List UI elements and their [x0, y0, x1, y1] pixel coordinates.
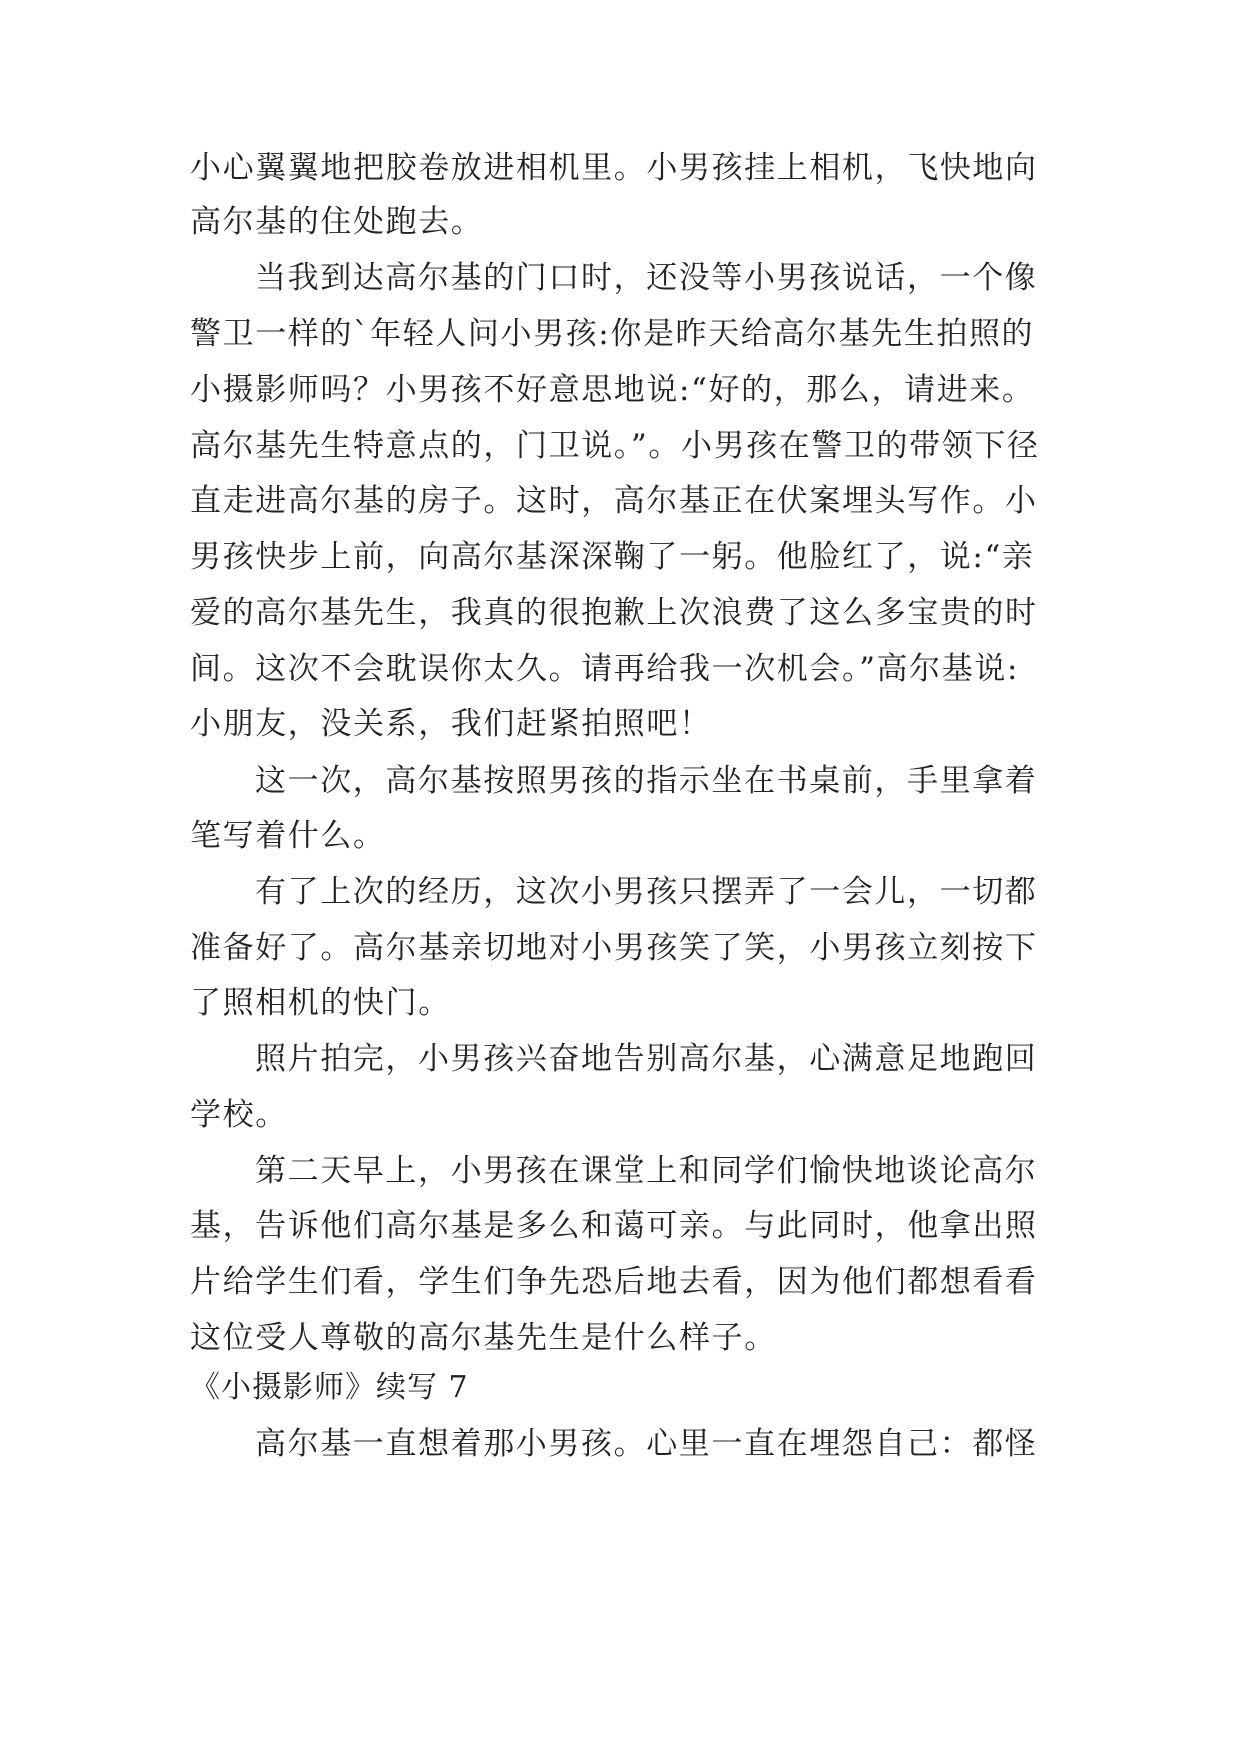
- text-line: 这位受人尊敬的高尔基先生是什么样子。: [190, 1320, 777, 1356]
- text-line: 男孩快步上前，向高尔基深深鞠了一躬。他脸红了，说:“亲: [190, 539, 1035, 575]
- text-line: 小朋友，没关系，我们赶紧拍照吧！: [190, 706, 712, 742]
- text-line: 爱的高尔基先生，我真的很抱歉上次浪费了这么多宝贵的时: [190, 595, 1038, 631]
- text-line: 直走进高尔基的房子。这时，高尔基正在伏案埋头写作。小: [190, 483, 1038, 519]
- text-line: 基，告诉他们高尔基是多么和蔼可亲。与此同时，他拿出照: [190, 1208, 1038, 1244]
- text-line: 高尔基的住处跑去。: [190, 204, 484, 240]
- text-line: 了照相机的快门。: [190, 985, 451, 1021]
- text-line: 警卫一样的`年轻人问小男孩:你是昨天给高尔基先生拍照的: [190, 316, 1035, 352]
- paragraph-start-line: 高尔基一直想着那小男孩。心里一直在埋怨自己：都怪: [255, 1426, 1038, 1462]
- text-line: 高尔基先生特意点的，门卫说。”。小男孩在警卫的带领下径: [190, 428, 1040, 464]
- paragraph-start-line: 第二天早上，小男孩在课堂上和同学们愉快地谈论高尔: [255, 1153, 1038, 1189]
- section-heading: 《小摄影师》续写 7: [190, 1370, 469, 1405]
- text-line: 小摄影师吗？小男孩不好意思地说:“好的，那么，请进来。: [190, 372, 1035, 408]
- text-line: 准备好了。高尔基亲切地对小男孩笑了笑，小男孩立刻按下: [190, 930, 1038, 966]
- text-line: 片给学生们看，学生们争先恐后地去看，因为他们都想看看: [190, 1264, 1038, 1300]
- text-line: 笔写着什么。: [190, 818, 386, 854]
- paragraph-start-line: 照片拍完，小男孩兴奋地告别高尔基，心满意足地跑回: [255, 1041, 1038, 1077]
- paragraph-start-line: 当我到达高尔基的门口时，还没等小男孩说话，一个像: [255, 260, 1038, 296]
- text-line: 小心翼翼地把胶卷放进相机里。小男孩挂上相机，飞快地向: [190, 150, 1038, 186]
- paragraph-start-line: 有了上次的经历，这次小男孩只摆弄了一会儿，一切都: [255, 874, 1038, 910]
- paragraph-start-line: 这一次，高尔基按照男孩的指示坐在书桌前，手里拿着: [255, 763, 1038, 799]
- text-line: 间。这次不会耽误你太久。请再给我一次机会。”高尔基说:: [190, 651, 1019, 687]
- text-line: 学校。: [190, 1097, 288, 1133]
